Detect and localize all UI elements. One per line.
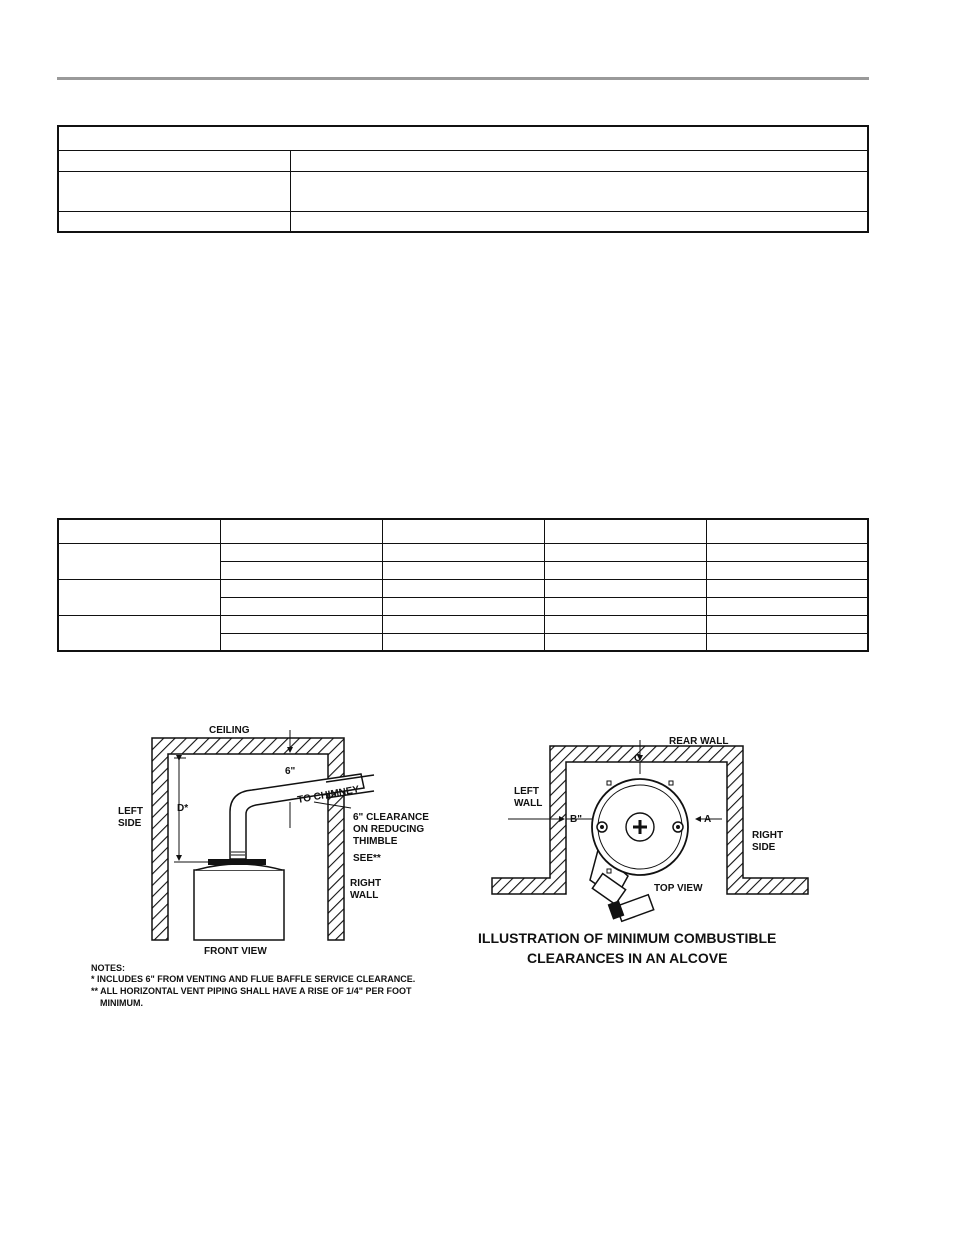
left-wall-label: WALL xyxy=(514,798,543,809)
table-cell xyxy=(544,561,706,579)
table-cell xyxy=(58,171,290,211)
note-two-continued: MINIMUM. xyxy=(100,998,143,1008)
table-cell xyxy=(544,543,706,561)
table-cell xyxy=(706,615,868,633)
table-cell xyxy=(220,597,382,615)
water-heater xyxy=(194,870,284,940)
heater-top xyxy=(208,859,266,865)
table-cell xyxy=(706,561,868,579)
top-view-caption: TOP VIEW xyxy=(654,883,703,894)
table-cell xyxy=(382,579,544,597)
table-cell xyxy=(290,211,868,232)
illustration-title: CLEARANCES IN AN ALCOVE xyxy=(527,950,728,966)
note-two: ** ALL HORIZONTAL VENT PIPING SHALL HAVE A RISE OF 1/4" PER FOOT xyxy=(91,986,412,996)
a-dimension-label: A xyxy=(704,814,712,825)
table-cell xyxy=(544,615,706,633)
table-cell xyxy=(220,543,382,561)
top-view-diagram xyxy=(468,730,818,975)
header-rule xyxy=(57,77,869,80)
table-cell xyxy=(382,561,544,579)
table-header-cell xyxy=(544,519,706,543)
d-dimension-label: D* xyxy=(177,803,189,814)
table-row-group-cell xyxy=(58,543,220,579)
ceiling-label: CEILING xyxy=(209,725,250,736)
table-cell xyxy=(220,579,382,597)
notes-title: NOTES: xyxy=(91,963,126,973)
right-side-label: RIGHT xyxy=(752,830,784,841)
left-wall-label: LEFT xyxy=(514,786,539,797)
clearance-label: ON REDUCING xyxy=(353,824,425,835)
table-cell xyxy=(382,633,544,651)
table-header-cell xyxy=(58,519,220,543)
table-cell xyxy=(290,150,868,171)
table-cell xyxy=(706,579,868,597)
table-cell xyxy=(544,597,706,615)
table-cell xyxy=(58,211,290,232)
specification-table xyxy=(57,125,869,233)
rear-wall-label: REAR WALL xyxy=(669,736,729,747)
table-header-cell xyxy=(706,519,868,543)
table-header-cell xyxy=(382,519,544,543)
table-cell xyxy=(544,579,706,597)
illustration-title: ILLUSTRATION OF MINIMUM COMBUSTIBLE xyxy=(478,930,777,946)
six-inch-label: 6" xyxy=(285,766,296,777)
table-cell xyxy=(220,633,382,651)
table-header-cell xyxy=(220,519,382,543)
clearance-label: 6" CLEARANCE xyxy=(353,812,429,823)
table-header-cell xyxy=(58,126,868,150)
front-view-caption: FRONT VIEW xyxy=(204,946,267,957)
clearance-label: THIMBLE xyxy=(353,836,398,847)
front-view-diagram xyxy=(86,702,458,1020)
table-cell xyxy=(706,543,868,561)
table-cell xyxy=(382,597,544,615)
left-side-label: LEFT xyxy=(118,806,143,817)
to-chimney-label: TO CHIMNEY xyxy=(296,784,361,806)
table-cell xyxy=(382,543,544,561)
table-cell xyxy=(58,150,290,171)
table-cell xyxy=(220,615,382,633)
c-dimension-label: C xyxy=(634,753,642,764)
table-row-group-cell xyxy=(58,579,220,615)
right-side-label: SIDE xyxy=(752,842,776,853)
table-cell xyxy=(290,171,868,211)
table-cell xyxy=(544,633,706,651)
right-wall-label: WALL xyxy=(350,890,379,901)
right-wall-label: RIGHT xyxy=(350,878,382,889)
table-cell xyxy=(220,561,382,579)
note-one: * INCLUDES 6" FROM VENTING AND FLUE BAFFLE SERVICE CLEARANCE. xyxy=(91,974,416,984)
table-cell xyxy=(706,597,868,615)
b-dimension-label: B" xyxy=(570,814,582,825)
table-cell xyxy=(382,615,544,633)
table-cell xyxy=(706,633,868,651)
see-note-label: SEE** xyxy=(353,853,381,864)
clearance-table xyxy=(57,518,869,652)
left-side-label: SIDE xyxy=(118,818,142,829)
table-row-group-cell xyxy=(58,615,220,651)
